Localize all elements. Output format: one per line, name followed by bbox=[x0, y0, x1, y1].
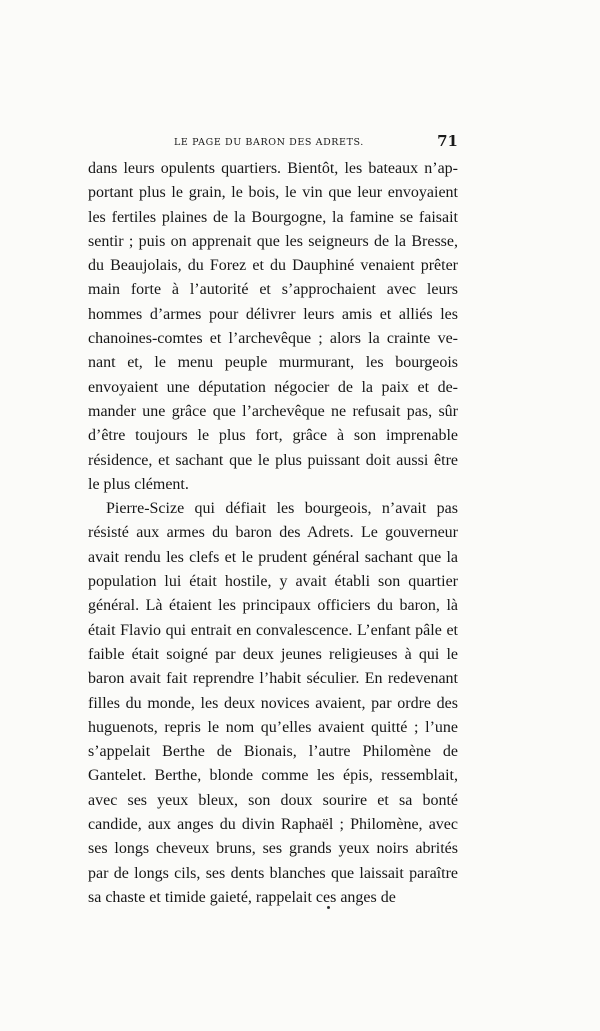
paragraph-2: Pierre-Scize qui défiait les bourgeois, n’avait pas résisté aux armes du baron des Adrets. Le gouverneur avait rendu les clefs et le prudent général sachant que la population lui était hostile, y avait établi son quartier général. Là étaient les principaux officiers du baron, là était Flavio qui entrait en convalescence. L’enfant pâle et faible était soigné par deux jeunes religieuses à qui le baron avait fait reprendre l’habit séculier. En redevenant filles du monde, les deux novices avaient, par ordre des huguenots, repris le nom qu’elles avaient quitté ; l’une s’appelait Berthe de Bionais, l’autre Philomène de Gantelet. Berthe, blonde comme les épis, ressemblait, avec ses yeux bleux, son doux sourire et sa bonté candide, aux anges du divin Raphaël ; Philomène, avec ses longs cheveux bruns, ses grands yeux noirs abrités par de longs cils, ses dents blanches que laissait paraître sa chaste et timide gaieté, rappelait ces anges de bbox=[88, 500, 458, 906]
running-head bbox=[88, 132, 458, 154]
paragraph-1: dans leurs opulents quartiers. Bientôt, les bateaux n’apportant plus le grain, le bois, le vin que leur envoyaient les fertiles plaines de la Bourgogne, la famine se faisait sentir ; puis on apprenait que les seigneurs de la Bresse, du Beaujolais, du Forez et du Dauphiné venaient prêter main forte à l’autorité et s’approchaient avec leurs hommes d’armes pour délivrer leurs amis et alliés les chanoines-comtes et l’archevêque ; alors la crainte venant et, le menu peuple murmurant, les bourgeois envoyaient une députation négocier de la paix et demander une grâce que l’archevêque ne refusait pas, sûr d’être toujours le plus fort, grâce à son imprenable résidence, et sachant que le plus puissant doit aussi être le plus clément. bbox=[88, 160, 458, 493]
running-title: LE PAGE DU BARON DES ADRETS. bbox=[174, 137, 364, 148]
body-text bbox=[88, 157, 458, 910]
page-number: 71 bbox=[437, 132, 458, 150]
ink-speck bbox=[327, 906, 330, 909]
